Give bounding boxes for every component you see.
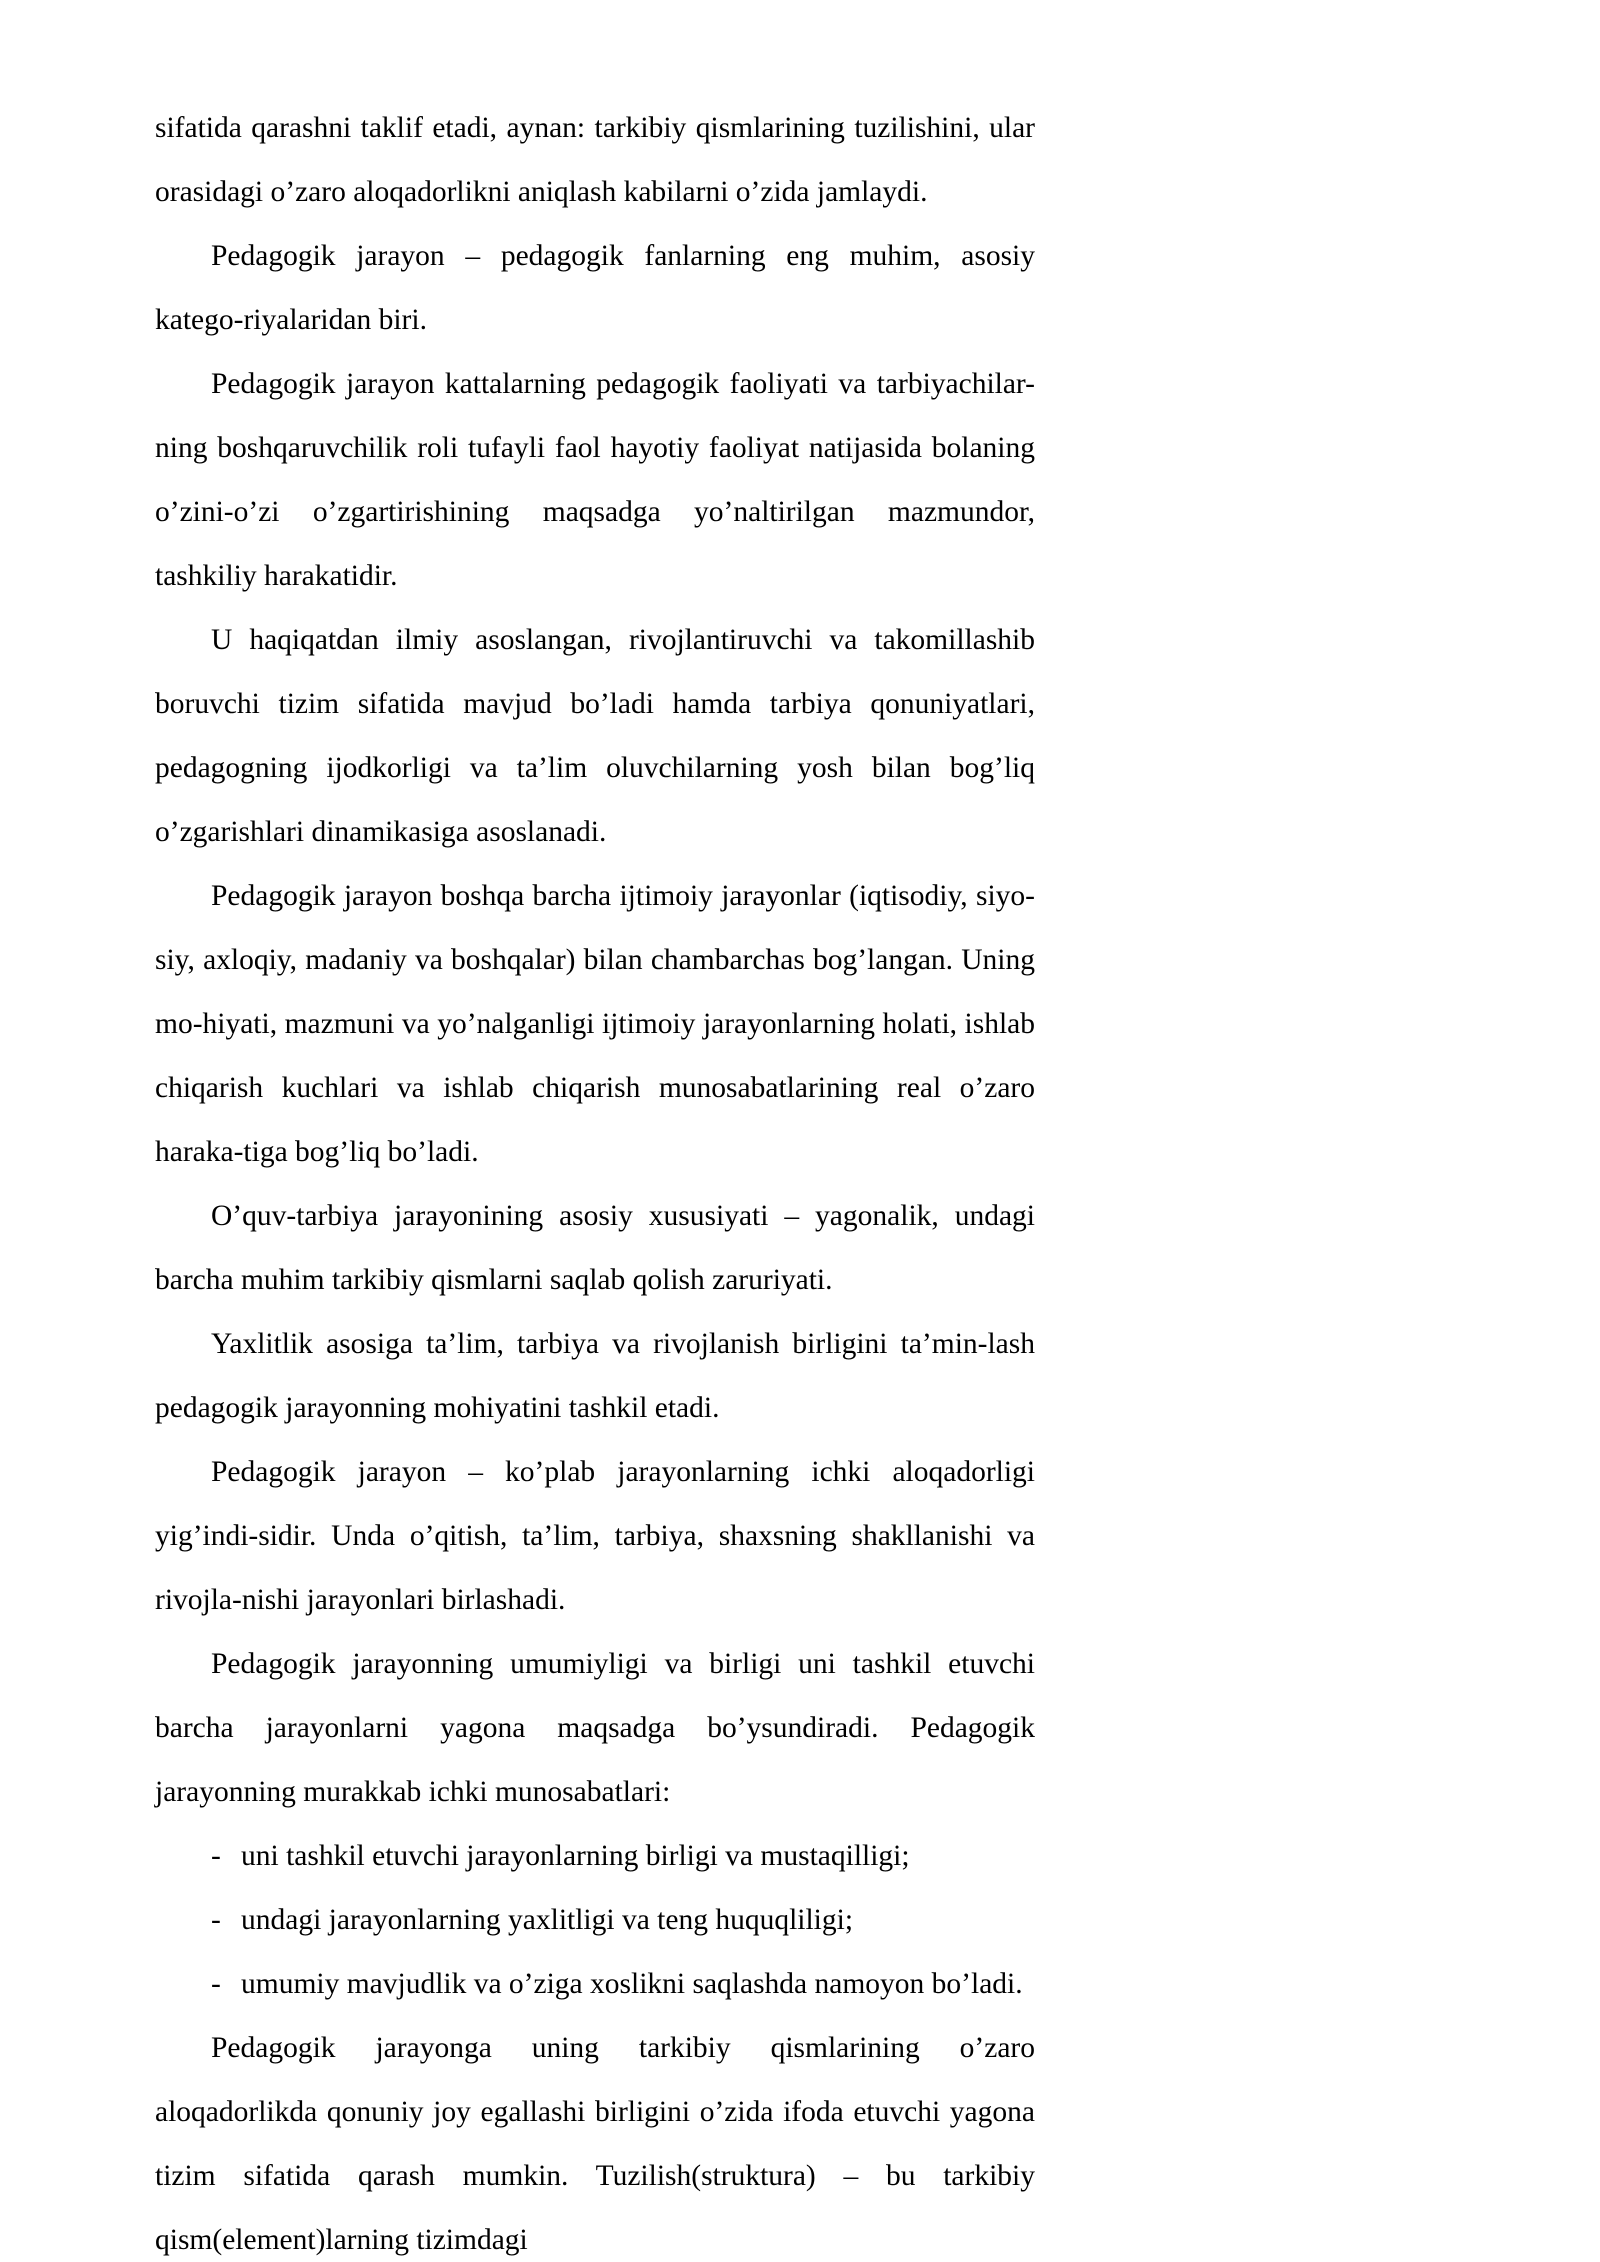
paragraph-ijtimoiy-jarayonlar: Pedagogik jarayon boshqa barcha ijtimoiy jarayonlar (iqtisodiy, siyo-siy, axloqiy, madaniy va boshqalar) bilan chambarchas bog’langan. Uning mo-hiyati, mazmuni va yo’nalganligi ijtimoiy jarayonlarning holati, ishlab chiqarish kuchlari va ishlab chiqarish munosabatlarining real o’zaro haraka-tiga bog’liq bo’ladi. [155,880,1035,1168]
list-item [155,1888,1035,1952]
paragraph-ilmiy-asoslangan: U haqiqatdan ilmiy asoslangan, rivojlantiruvchi va takomillashib boruvchi tizim sifatida mavjud bo’ladi hamda tarbiya qonuniyatlari, pedagogning ijodkorligi va ta’lim oluvchilarning yosh bilan bog’liq o’zgarishlari dinamikasiga asoslanadi. [155,624,1035,848]
paragraph-continuation: sifatida qarashni taklif etadi, aynan: tarkibiy qismlarining tuzilishini, ular orasidagi o’zaro aloqadorlikni aniqlash kabilarni o’zida jamlaydi. [155,112,1035,208]
list-item [155,1952,1035,2016]
dash-marker-icon: - [211,1840,221,1872]
list-item-label: undagi jarayonlarning yaxlitligi va teng huquqliligi; [241,1904,854,1936]
dash-marker-icon: - [211,1904,221,1936]
paragraph-pedagogik-jarayon-kategoriya: Pedagogik jarayon – pedagogik fanlarning eng muhim, asosiy katego-riyalaridan biri. [155,240,1035,336]
body-text-column [155,96,1035,2262]
list-item [155,1824,1035,1888]
dash-marker-icon: - [211,1968,221,2000]
paragraph-koplab-jarayonlar: Pedagogik jarayon – ko’plab jarayonlarning ichki aloqadorligi yig’indi-sidir. Unda o’qitish, ta’lim, tarbiya, shaxsning shakllanishi va rivojla-nishi jarayonlari birlashadi. [155,1456,1035,1616]
inner-relations-list [155,1824,1035,2016]
paragraph-oquv-tarbiya: O’quv-tarbiya jarayonining asosiy xususiyati – yagonalik, undagi barcha muhim tarkibiy qismlarni saqlab qolish zaruriyati. [155,1200,1035,1296]
paragraph-yaxlitlik: Yaxlitlik asosiga ta’lim, tarbiya va rivojlanish birligini ta’min-lash pedagogik jarayonning mohiyatini tashkil etadi. [155,1328,1035,1424]
list-item-label: umumiy mavjudlik va o’ziga xoslikni saqlashda namoyon bo’ladi. [241,1968,1023,2000]
paragraph-tarkibiy-qismlar-aloqadorlik: Pedagogik jarayonga uning tarkibiy qismlarining o’zaro aloqadorlikda qonuniy joy egallashi birligini o’zida ifoda etuvchi yagona tizim sifatida qarash mumkin. Tuzilish(struktura) – bu tarkibiy qism(element)larning tizimdagi [155,2032,1035,2256]
list-item-label: uni tashkil etuvchi jarayonlarning birligi va mustaqilligi; [241,1840,910,1872]
paragraph-kattalarning-faoliyati: Pedagogik jarayon kattalarning pedagogik faoliyati va tarbiyachilar-ning boshqaruvchilik roli tufayli faol hayotiy faoliyat natijasida bolaning o’zini-o’zi o’zgartirishining maqsadga yo’naltirilgan mazmundor, tashkiliy harakatidir. [155,368,1035,592]
paragraph-umumiylik-birlik: Pedagogik jarayonning umumiyligi va birligi uni tashkil etuvchi barcha jarayonlarni yagona maqsadga bo’ysundiradi. Pedagogik jarayonning murakkab ichki munosabatlari: [155,1648,1035,1808]
